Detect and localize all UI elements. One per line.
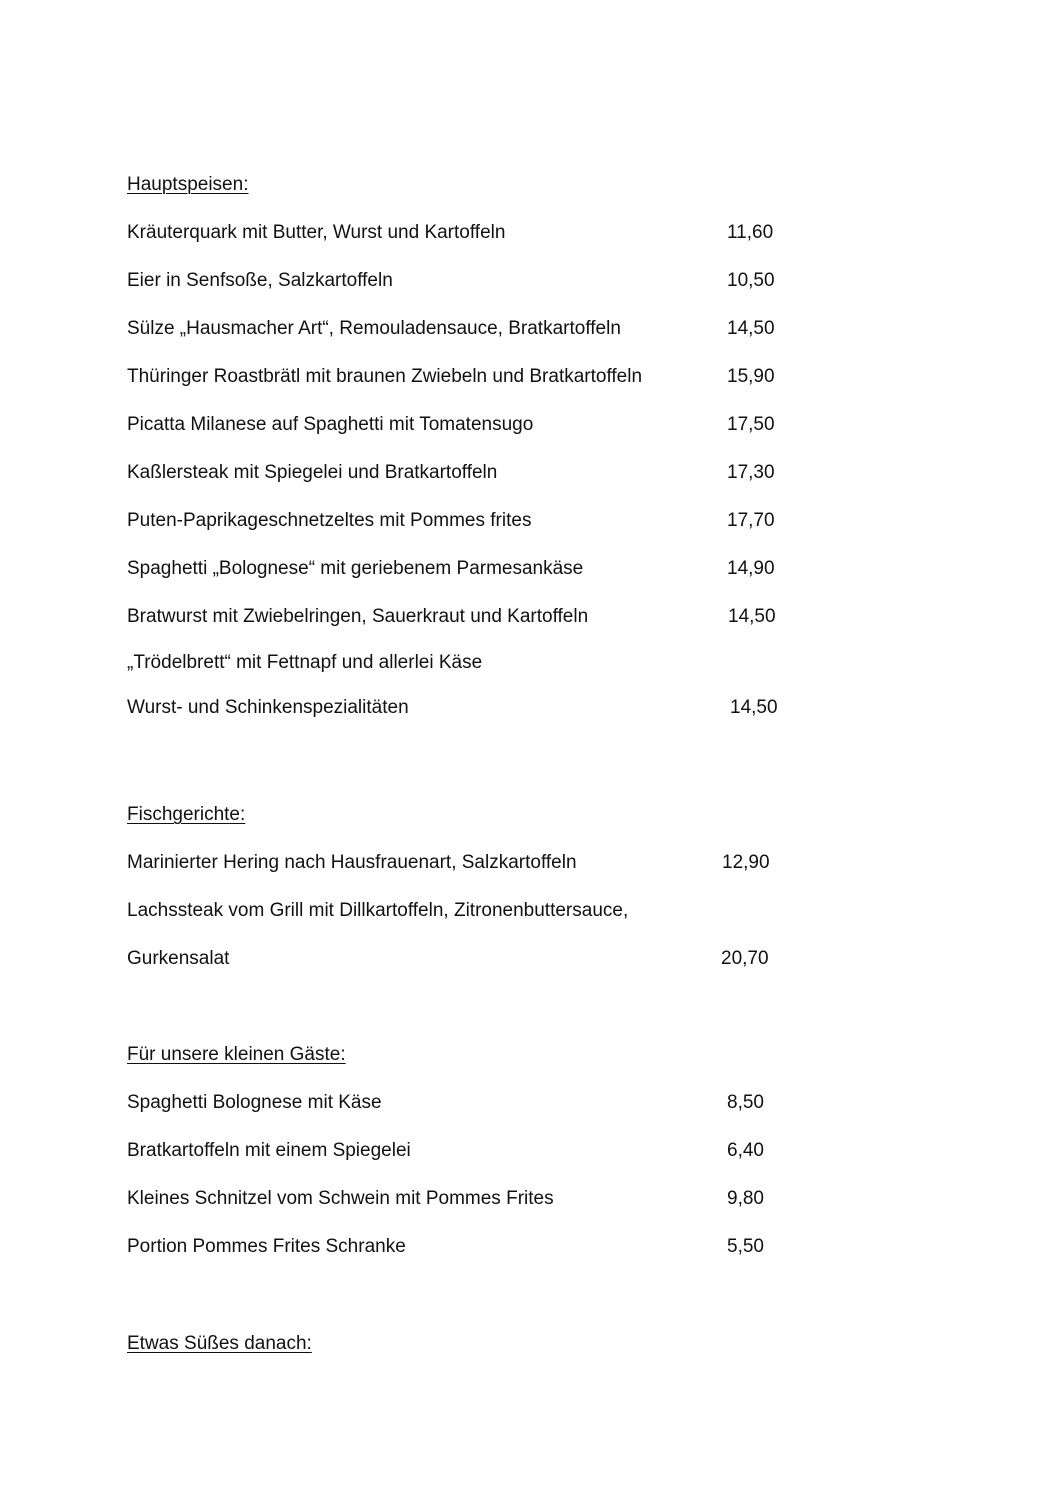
menu-item-price: 5,50: [727, 1236, 764, 1257]
menu-item-price: 15,90: [727, 366, 775, 387]
menu-item-price: 14,50: [730, 697, 778, 718]
menu-item-price: 6,40: [727, 1140, 764, 1161]
menu-item-name: „Trödelbrett“ mit Fettnapf und allerlei Käse: [127, 652, 483, 673]
menu-item-name: Bratwurst mit Zwiebelringen, Sauerkraut und Kartoffeln: [127, 606, 589, 627]
menu-item-name: Picatta Milanese auf Spaghetti mit Tomatensugo: [127, 414, 534, 435]
section-heading-hauptspeisen: Hauptspeisen:: [127, 174, 249, 195]
menu-item-name: Kräuterquark mit Butter, Wurst und Kartoffeln: [127, 222, 506, 243]
menu-item-name: Sülze „Hausmacher Art“, Remouladensauce, Bratkartoffeln: [127, 318, 621, 339]
menu-item-name: Spaghetti Bolognese mit Käse: [127, 1092, 382, 1113]
menu-item-name: Kleines Schnitzel vom Schwein mit Pommes Frites: [127, 1188, 554, 1209]
menu-item-name: Kaßlersteak mit Spiegelei und Bratkartoffeln: [127, 462, 498, 483]
menu-item-name: Marinierter Hering nach Hausfrauenart, Salzkartoffeln: [127, 852, 577, 873]
menu-item-price: 8,50: [727, 1092, 764, 1113]
menu-item-price: 11,60: [727, 222, 774, 243]
menu-item-name: Spaghetti „Bolognese“ mit geriebenem Parmesankäse: [127, 558, 584, 579]
menu-item-price: 17,30: [727, 462, 775, 483]
menu-item-name: Bratkartoffeln mit einem Spiegelei: [127, 1140, 411, 1161]
menu-item-name: Portion Pommes Frites Schranke: [127, 1236, 406, 1257]
menu-item-name: Wurst- und Schinkenspezialitäten: [127, 697, 409, 718]
menu-item-name: Thüringer Roastbrätl mit braunen Zwiebeln und Bratkartoffeln: [127, 366, 643, 387]
menu-item-price: 17,50: [727, 414, 775, 435]
menu-item-price: 20,70: [721, 948, 769, 969]
menu-item-name: Lachssteak vom Grill mit Dillkartoffeln, Zitronenbuttersauce,: [127, 900, 629, 921]
menu-item-price: 12,90: [722, 852, 770, 873]
menu-item-name: Puten-Paprikageschnetzeltes mit Pommes frites: [127, 510, 532, 531]
menu-item-name: Eier in Senfsoße, Salzkartoffeln: [127, 270, 393, 291]
section-heading-kinder: Für unsere kleinen Gäste:: [127, 1044, 346, 1065]
menu-item-price: 14,50: [728, 606, 776, 627]
menu-item-price: 14,50: [727, 318, 775, 339]
menu-item-price: 9,80: [727, 1188, 764, 1209]
menu-item-price: 14,90: [727, 558, 775, 579]
section-heading-dessert: Etwas Süßes danach:: [127, 1333, 312, 1354]
menu-item-price: 10,50: [727, 270, 775, 291]
menu-item-name: Gurkensalat: [127, 948, 230, 969]
section-heading-fischgerichte: Fischgerichte:: [127, 804, 246, 825]
menu-item-price: 17,70: [727, 510, 775, 531]
